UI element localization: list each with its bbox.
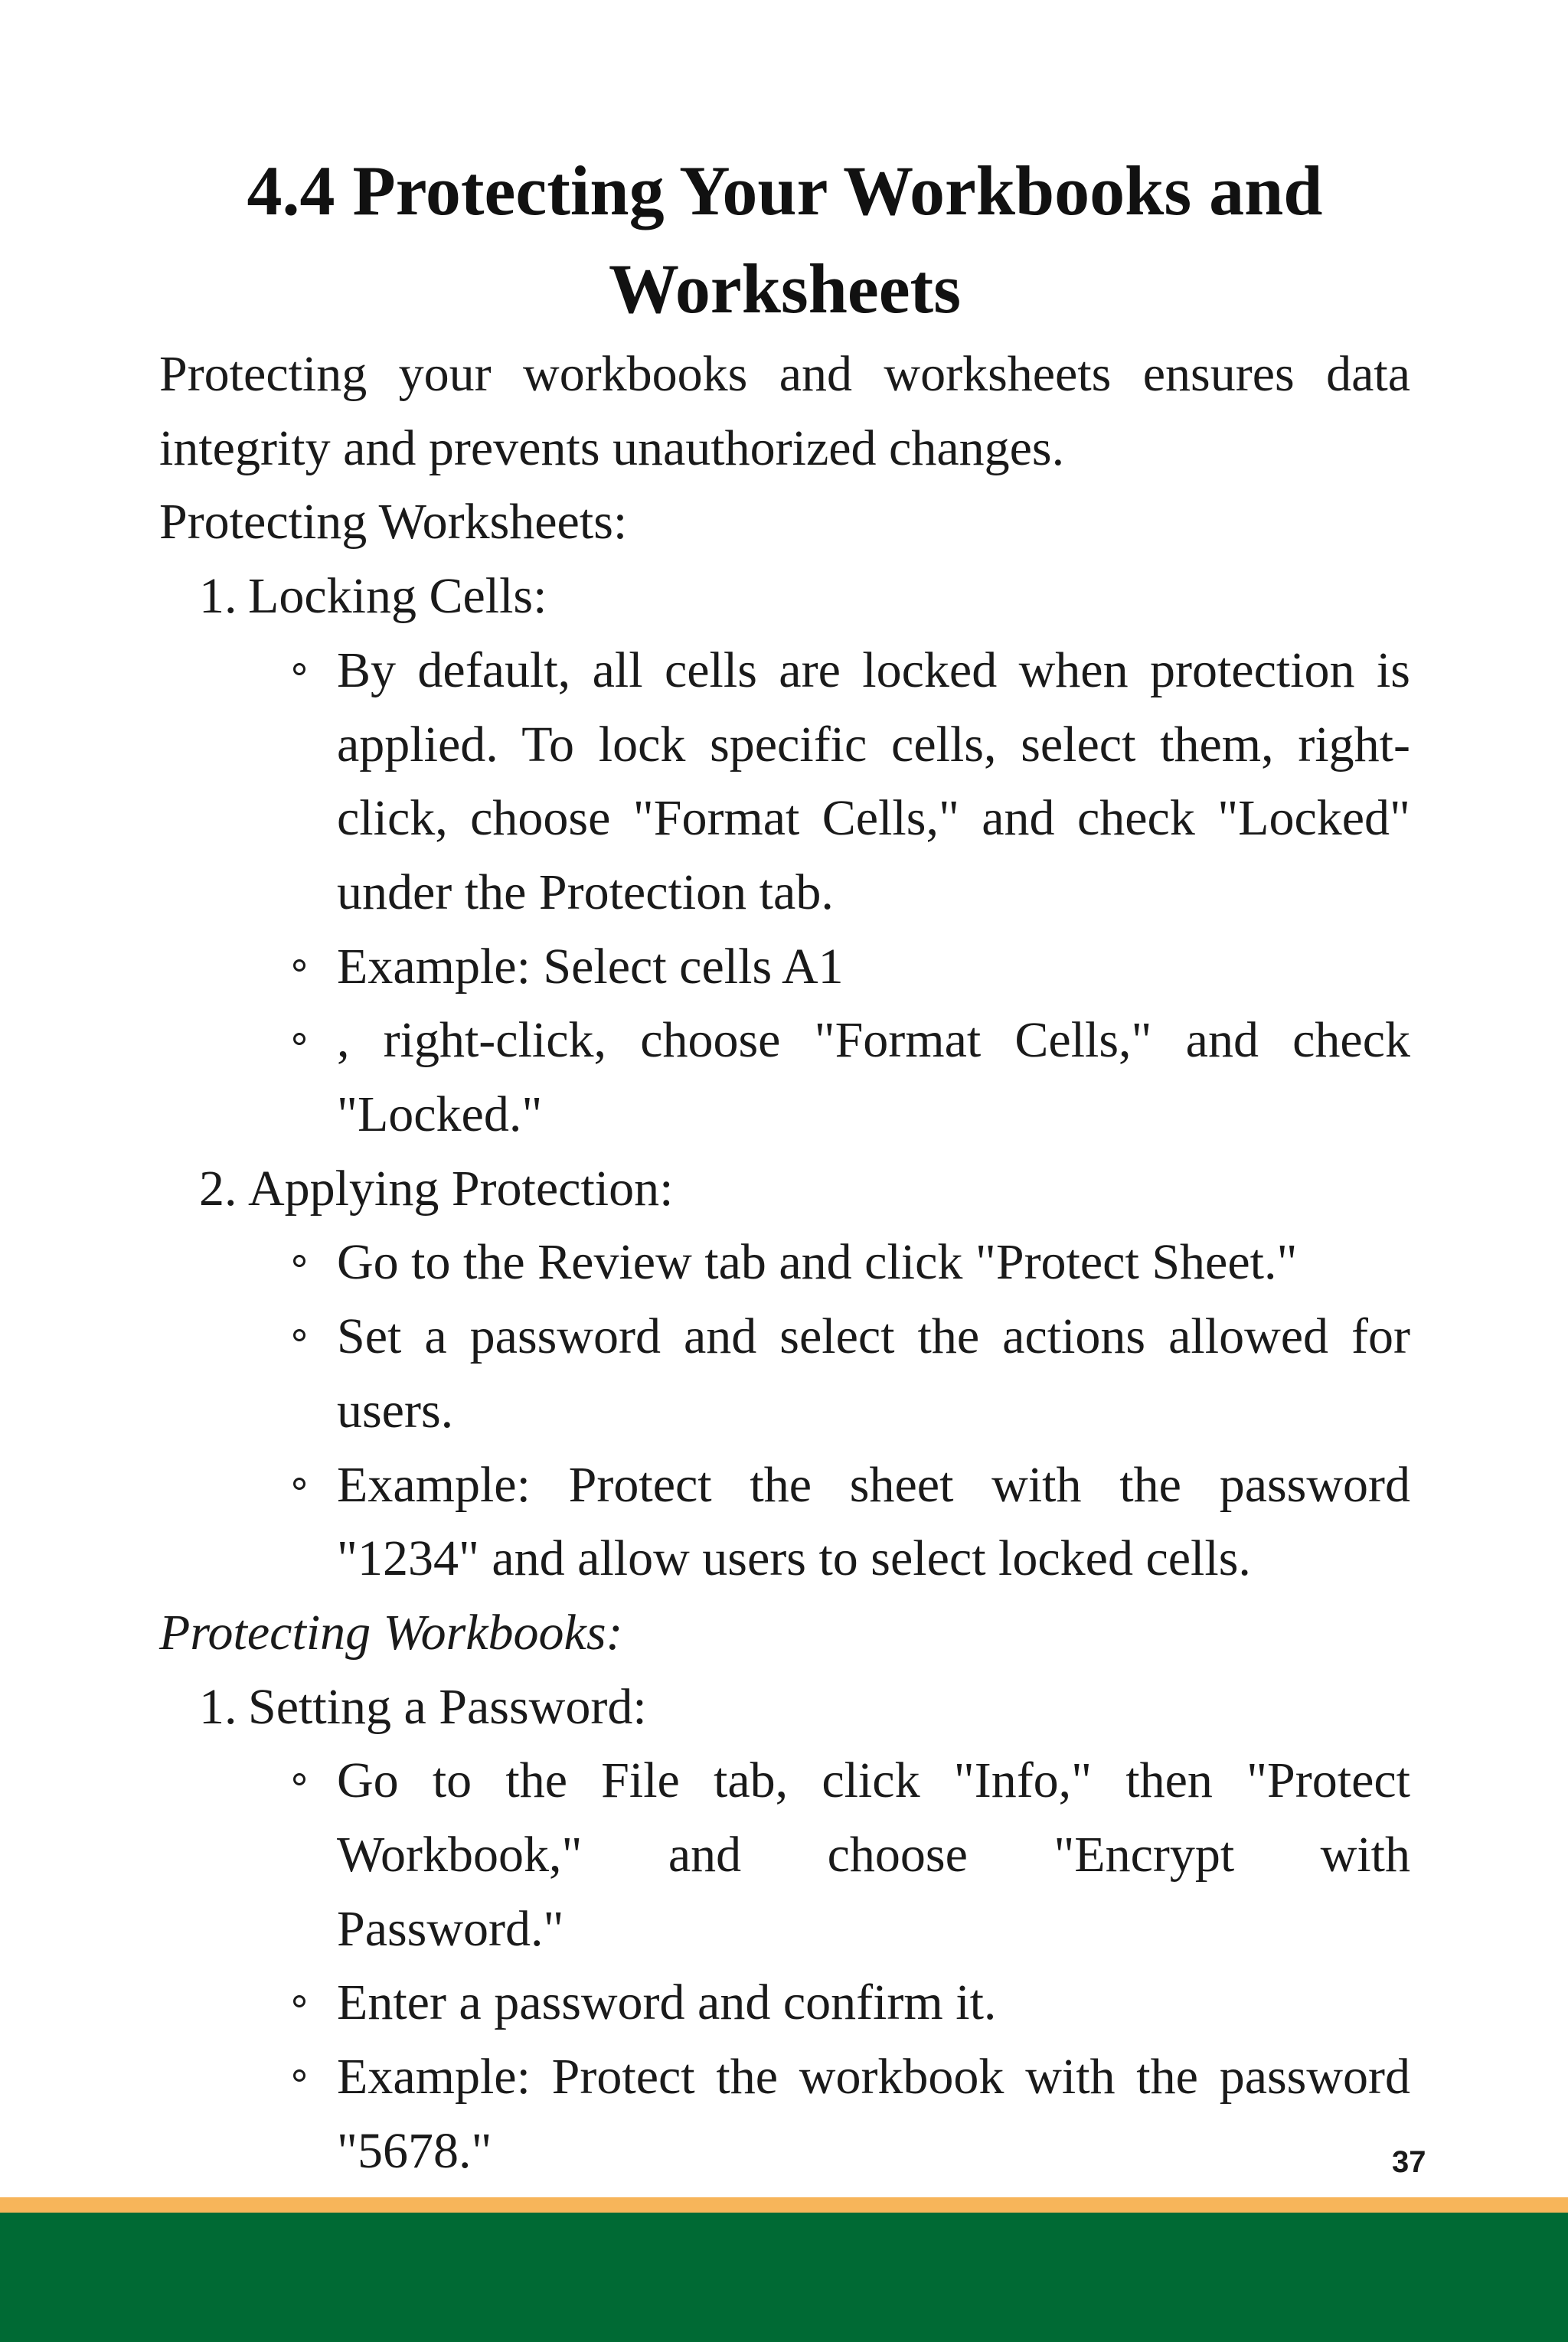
item-label: Locking Cells: xyxy=(248,568,547,625)
bullet-item xyxy=(159,1966,1410,2040)
bullet-item xyxy=(159,1744,1410,1966)
workbooks-heading: Protecting Workbooks: xyxy=(159,1604,623,1661)
hollow-bullet-icon xyxy=(293,663,305,675)
hollow-bullet-icon xyxy=(293,2069,305,2082)
item-label: Applying Protection: xyxy=(248,1160,674,1217)
hollow-bullet-icon xyxy=(293,1329,305,1341)
bullet-text: Enter a password and confirm it. xyxy=(337,1975,997,2031)
bullet-text: , right-click, choose "Format Cells," and check "Locked." xyxy=(337,1012,1410,1143)
footer-stripe xyxy=(0,2197,1568,2213)
bullet-item xyxy=(159,634,1410,930)
page-body xyxy=(159,142,1410,2189)
item-label: Setting a Password: xyxy=(248,1678,647,1735)
bullet-item xyxy=(159,1300,1410,1448)
bullet-text-line: Workbook," and choose "Encrypt with xyxy=(337,1827,1410,1883)
bullet-item xyxy=(159,1004,1410,1151)
numbered-item-applying-protection xyxy=(159,1152,1410,1227)
section-title-line-2: Worksheets xyxy=(609,250,961,328)
section-title xyxy=(159,142,1410,338)
hollow-bullet-icon xyxy=(293,1033,305,1045)
footer-band xyxy=(0,2213,1568,2342)
bullet-item xyxy=(159,930,1410,1004)
bullet-text: By default, all cells are locked when protection is applied. To lock specific cells, select them, right-click, choose "Format Cells," and check "Locked" under the Protection tab. xyxy=(337,642,1410,920)
item-number: 1. xyxy=(199,568,237,625)
hollow-bullet-icon xyxy=(293,1995,305,2007)
worksheets-heading: Protecting Worksheets: xyxy=(159,494,628,550)
numbered-item-setting-password xyxy=(159,1671,1410,1745)
bullet-text-line: Go to the File tab, click "Info," then "Protect xyxy=(337,1752,1410,1809)
item-number: 1. xyxy=(199,1678,237,1735)
bullet-text-line: Password." xyxy=(337,1900,564,1957)
page-number: 37 xyxy=(1392,2145,1426,2179)
bullet-text: Set a password and select the actions allowed for users. xyxy=(337,1308,1410,1439)
section-title-line-1: 4.4 Protecting Your Workbooks and xyxy=(247,152,1323,230)
bullet-text: Example: Protect the workbook with the password "5678." xyxy=(337,2049,1410,2179)
hollow-bullet-icon xyxy=(293,1773,305,1785)
item-number: 2. xyxy=(199,1160,237,1217)
numbered-item-locking-cells xyxy=(159,560,1410,634)
bullet-text: Example: Select cells A1 xyxy=(337,938,844,995)
bullet-text: Example: Protect the sheet with the password "1234" and allow users to select locked cells. xyxy=(337,1456,1410,1587)
bullet-item xyxy=(159,1226,1410,1300)
bullet-item xyxy=(159,2040,1410,2188)
hollow-bullet-icon xyxy=(293,1255,305,1267)
bullet-item xyxy=(159,1449,1410,1596)
hollow-bullet-icon xyxy=(293,1478,305,1490)
bullet-text: Go to the Review tab and click "Protect Sheet." xyxy=(337,1234,1298,1291)
intro-paragraph: Protecting your workbooks and worksheets ensures data integrity and prevents unauthorized changes. xyxy=(159,346,1410,476)
hollow-bullet-icon xyxy=(293,959,305,972)
